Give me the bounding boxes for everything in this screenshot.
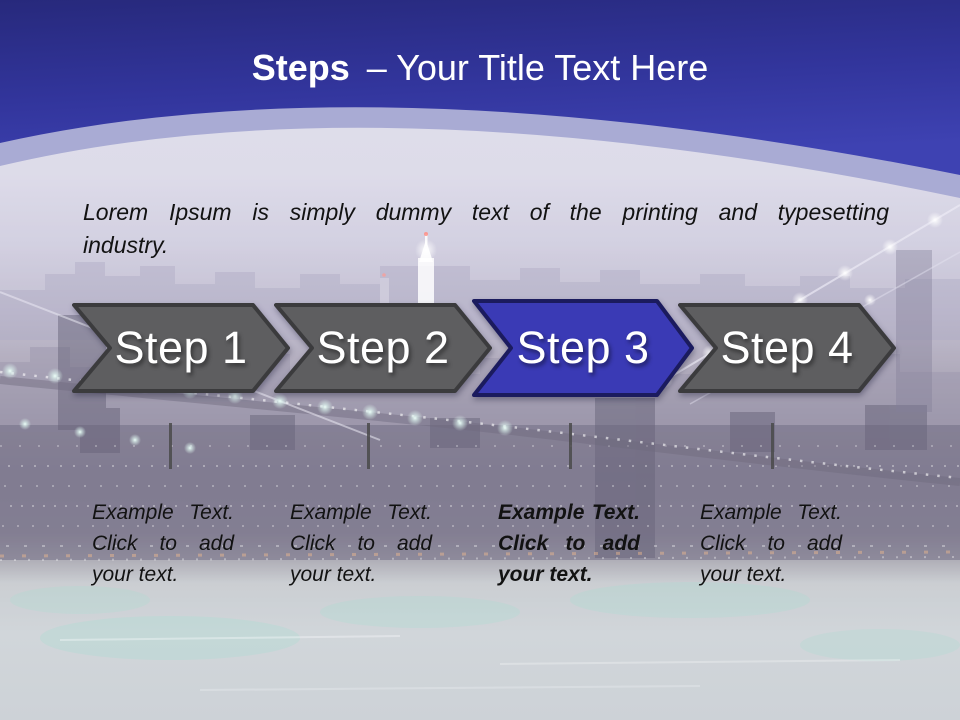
step-2-label: Step 2: [316, 322, 450, 373]
step-chevron-3-highlighted: [472, 299, 694, 397]
header-curve: [0, 0, 960, 210]
step-chevron-1: [72, 303, 290, 393]
step-2-description: Example Text. Click to add your text.: [290, 501, 432, 586]
connector-tick-2: [367, 423, 370, 469]
step-chevron-4: [678, 303, 896, 393]
step-1-description: Example Text. Click to add your text.: [92, 501, 234, 586]
connector-tick-3: [569, 423, 572, 469]
step-1-label: Step 1: [114, 322, 248, 373]
step-3-label: Step 3: [516, 322, 650, 373]
step-4-description: Example Text. Click to add your text.: [700, 501, 842, 586]
title-text: – Your Title Text Here: [366, 47, 709, 88]
intro-line-2: industry.: [83, 232, 169, 258]
connector-tick-4: [771, 423, 774, 469]
step-chevron-2: [274, 303, 492, 393]
intro-line-1: Lorem Ipsum is simply dummy text of the printing and typesetting: [83, 199, 889, 225]
title-keyword: Steps: [251, 47, 350, 88]
step-4-label: Step 4: [720, 322, 854, 373]
connector-tick-1: [169, 423, 172, 469]
step-3-description: Example Text. Click to add your text.: [498, 501, 640, 586]
slide-title: [0, 46, 960, 90]
intro-paragraph: [83, 196, 889, 262]
